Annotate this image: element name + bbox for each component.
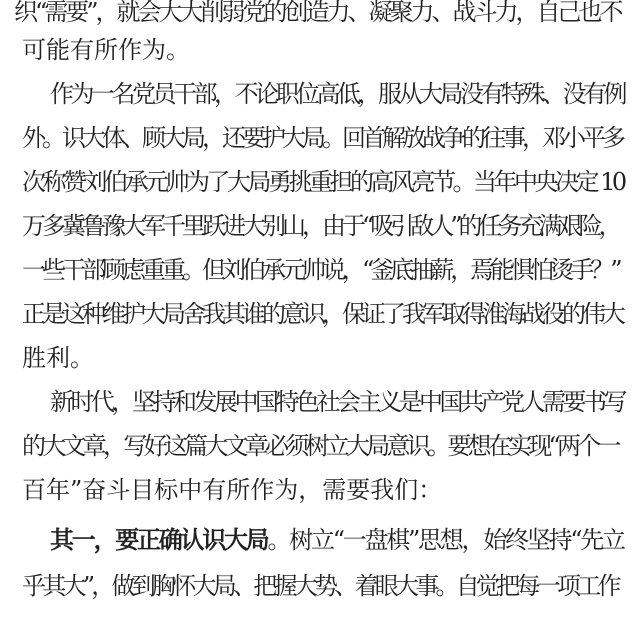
text-line-12 (0, 468, 640, 512)
line-text (50, 518, 624, 562)
line-text: 作为一名党员干部，不论职位高低，服从大局没有特殊、没有例 (50, 80, 624, 108)
line-text: 外。识大体、顾大局，还要护大局。回首解放战争的往事，邓小平多 (22, 124, 622, 152)
text-line-13 (0, 518, 640, 562)
text-line-6 (0, 204, 640, 248)
line-text: 正是这种维护大局舍我其谁的意识，保证了我军取得淮海战役的伟大 (22, 300, 622, 328)
section-heading: 其一，要正确认识大局 (50, 525, 268, 554)
line-text: 新时代，坚持和发展中国特色社会主义是中国共产党人需要书写 (50, 388, 624, 416)
line-text: 一些干部顾虑重重。但刘伯承元帅说，“釜底抽薪，焉能惧怕烫手？” (22, 256, 619, 284)
line-text: 的大文章，写好这篇大文章必须树立大局意识。要想在实现“两个一 (22, 432, 618, 460)
line-text: 织“需要”，就会大大削弱党的创造力、凝聚力、战斗力，自己也不 (14, 0, 621, 26)
text-line-14 (0, 564, 640, 608)
text-line-3 (0, 72, 640, 116)
line-text: 可能有所作为。 (22, 36, 190, 64)
line-text: 万多冀鲁豫大军千里跃进大别山，由于“吸引敌人”的任务充满艰险， (22, 212, 619, 240)
text-line-7 (0, 248, 640, 292)
text-line-9 (0, 336, 640, 380)
text-line-8 (0, 292, 640, 336)
text-line-5 (0, 160, 640, 204)
line-text: 次称赞刘伯承元帅为了大局勇挑重担的高风亮节。当年中央决定 10 (22, 168, 624, 196)
line-text: 乎其大”，做到胸怀大局、把握大势、着眼大事。自觉把每一项工作 (22, 572, 618, 600)
text-line-10 (0, 380, 640, 424)
section-text: 。树立“一盘棋”思想，始终坚持“先立 (267, 526, 624, 554)
text-line-11 (0, 424, 640, 468)
line-text: 百年”奋斗目标中有所作为，需要我们： (22, 476, 443, 504)
text-line-2 (0, 28, 640, 72)
text-line-4 (0, 116, 640, 160)
line-text: 胜利。 (22, 344, 94, 372)
